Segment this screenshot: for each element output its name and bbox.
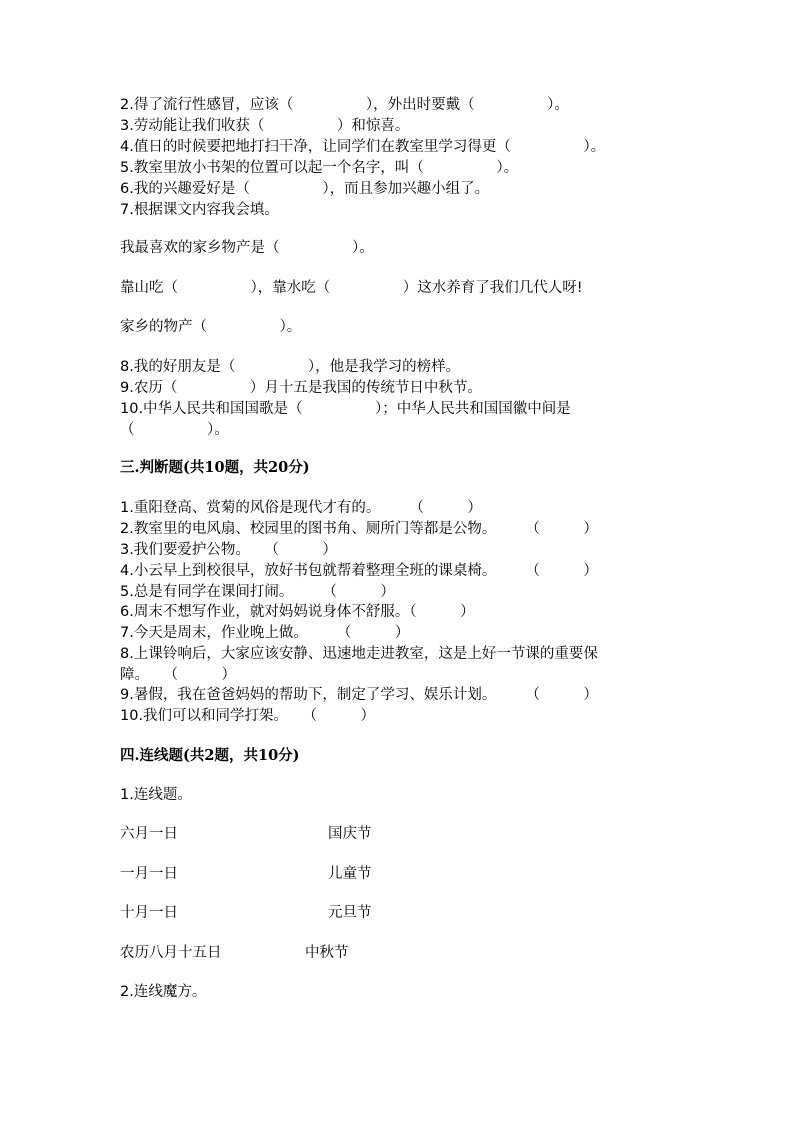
matching-left-item: 一月一日: [120, 866, 178, 882]
matching-left-item: 六月一日: [120, 826, 178, 842]
blank-question-10-cont: （ ）。: [120, 422, 229, 438]
blank-question-4: 4.值日的时候要把地打扫干净，让同学们在教室里学习得更（ ）。: [120, 139, 606, 155]
blank-question-10: 10.中华人民共和国国歌是（ ）；中华人民共和国国徽中间是: [120, 401, 571, 417]
matching-left-item: 农历八月十五日: [120, 945, 222, 961]
blank-question-7-line-3: 家乡的物产（ ）。: [120, 319, 302, 335]
judge-question-7: 7.今天是周末，作业晚上做。 （ ）: [120, 625, 410, 641]
judge-question-9: 9.暑假，我在爸爸妈妈的帮助下，制定了学习、娱乐计划。 （ ）: [120, 687, 598, 703]
blank-question-9: 9.农历（ ）月十五是我国的传统节日中秋节。: [120, 380, 482, 396]
judge-question-3: 3.我们要爱护公物。 （ ）: [120, 542, 337, 558]
blank-question-5: 5.教室里放小书架的位置可以起一个名字，叫（ ）。: [120, 160, 519, 176]
judge-question-10: 10.我们可以和同学打架。 （ ）: [120, 708, 376, 724]
matching-right-item: 中秋节: [305, 945, 349, 961]
judge-question-4: 4.小云早上到校很早，放好书包就帮着整理全班的课桌椅。 （ ）: [120, 563, 598, 579]
blank-question-7-line-1: 我最喜欢的家乡物产是（ ）。: [120, 240, 374, 256]
matching-right-item: 儿童节: [328, 866, 372, 882]
judge-question-5: 5.总是有同学在课间打闹。 （ ）: [120, 584, 395, 600]
section-3-title: 三.判断题(共10题，共20分): [120, 459, 310, 476]
judge-question-8-cont: 障。 （ ）: [120, 667, 236, 683]
matching-right-item: 元旦节: [328, 905, 372, 921]
blank-question-2: 2.得了流行性感冒，应该（ ），外出时要戴（ ）。: [120, 97, 569, 113]
section-4-title: 四.连线题(共2题，共10分): [120, 747, 300, 764]
judge-question-8: 8.上课铃响后，大家应该安静、迅速地走进教室，这是上好一节课的重要保: [120, 646, 598, 662]
blank-question-8: 8.我的好朋友是（ ），他是我学习的榜样。: [120, 359, 461, 375]
matching-question-2-label: 2.连线魔方。: [120, 984, 207, 1000]
judge-question-6: 6.周末不想写作业，就对妈妈说身体不舒服。（ ）: [120, 604, 475, 620]
matching-left-item: 十月一日: [120, 905, 178, 921]
matching-right-item: 国庆节: [328, 826, 372, 842]
blank-question-6: 6.我的兴趣爱好是（ ），而且参加兴趣小组了。: [120, 181, 490, 197]
blank-question-3: 3.劳动能让我们收获（ ）和惊喜。: [120, 118, 410, 134]
blank-question-7-line-2: 靠山吃（ ），靠水吃（ ）这水养育了我们几代人呀!: [120, 280, 583, 296]
judge-question-1: 1.重阳登高、赏菊的风俗是现代才有的。 （ ）: [120, 500, 482, 516]
matching-question-1-label: 1.连线题。: [120, 787, 192, 803]
judge-question-2: 2.教室里的电风扇、校园里的图书角、厕所门等都是公物。 （ ）: [120, 521, 598, 537]
blank-question-7: 7.根据课文内容我会填。: [120, 202, 279, 218]
